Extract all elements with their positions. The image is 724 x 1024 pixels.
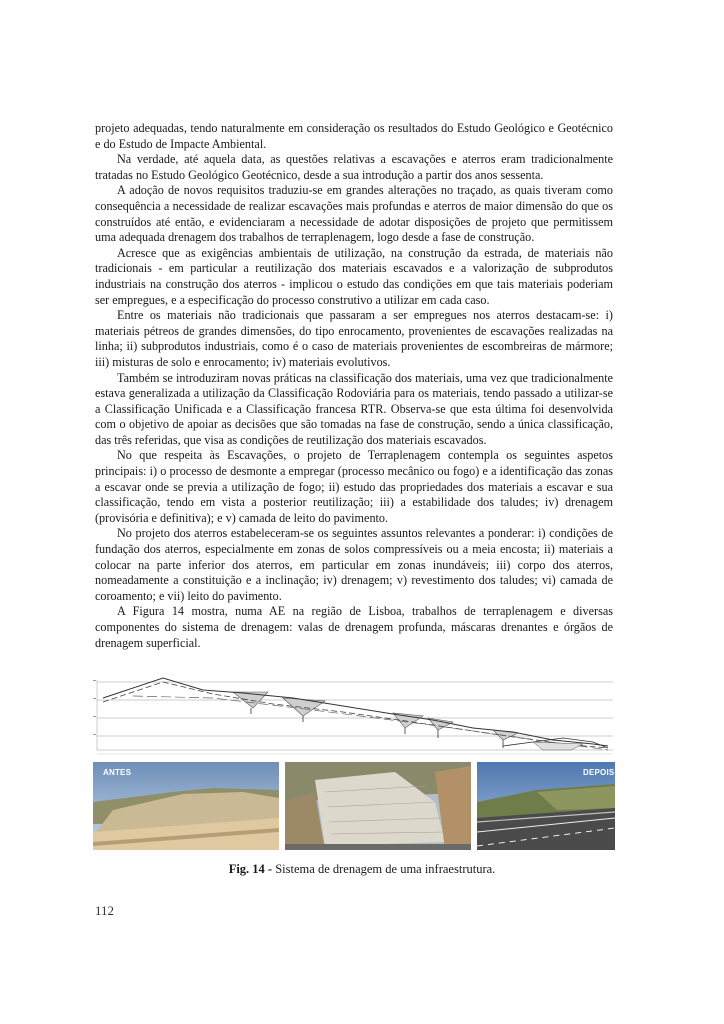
caption-prefix: Fig. 14 - [228, 862, 273, 876]
figure-14 [93, 668, 615, 852]
photo-strip [93, 762, 615, 850]
terrain-profile-drawing [93, 668, 615, 758]
photo-drainage-works [285, 762, 471, 850]
figure-caption [0, 862, 724, 877]
after-label: DEPOIS [583, 768, 615, 777]
paragraph: A adoção de novos requisitos traduziu-se em grandes alterações no traçado, as quais tiveram como consequência a necessidade de realizar escavações mais profundas e aterros de maior dimensão do que os construídos até então, e evidenciaram a necessidade de adotar disposições de projeto que permitissem uma adequada drenagem dos trabalhos de terraplenagem, logo desde a fase de construção. [95, 183, 613, 245]
paragraph: projeto adequadas, tendo naturalmente em consideração os resultados do Estudo Geológico e Geotécnico e do Estudo de Impacte Ambiental. [95, 121, 613, 151]
paragraph: Também se introduziram novas práticas na classificação dos materiais, uma vez que tradicionalmente estava generalizada a utilização da Classificação Rodoviária para os materiais, tendo passado a utilizar-se a Classificação Unificada e a Classificação francesa RTR. Observa-se que esta última foi desenvolvida com o objetivo de apoiar as decisões que são tomadas na fase de construção, sendo a única classificação, das três referidas, que visa as condições de reutilização dos materiais escavados. [95, 370, 613, 447]
paragraph: No que respeita às Escavações, o projeto de Terraplenagem contempla os seguintes aspetos principais: i) o processo de desmonte a empregar (processo mecânico ou fogo) e a identificação das zonas a escavar onde se previa a utilização de fogo; ii) estudo das propriedades dos materiais a escavar e sua classificação, tendo em vista a posterior reutilização; iii) a estabilidade dos taludes; iv) drenagem (provisória e definitiva); e v) camada de leito do pavimento. [95, 448, 613, 525]
body-text [95, 121, 613, 651]
paragraph: No projeto dos aterros estabeleceram-se os seguintes assuntos relevantes a ponderar: i) condições de fundação dos aterros, especialmente em zonas de solos compressíveis ou a meia encosta; ii) materiais a colocar na parte inferior dos aterros, em particular em zonas inundáveis; iii) corpo dos aterros, nomeadamente a constituição e a inclinação; iv) drenagem; v) revestimento dos taludes; vi) camada de coroamento; e vii) leito do pavimento. [95, 526, 613, 603]
photo-before [93, 762, 279, 850]
page-number: 112 [95, 903, 115, 918]
paragraph: Na verdade, até aquela data, as questões relativas a escavações e aterros eram tradicionalmente tratadas no Estudo Geológico Geotécnico, desde a sua introdução a partir dos anos sessenta. [95, 152, 613, 182]
paragraph: Acresce que as exigências ambientais de utilização, na construção da estrada, de materiais não tradicionais - em particular a reutilização dos materiais escavados e a valorização de subprodutos industriais na construção dos aterros - implicou o estudo das condições em que tais materiais poderiam ser empregues, e a especificação do processo construtivo a utilizar em cada caso. [95, 245, 613, 307]
photo-after [477, 762, 615, 850]
caption-text: Sistema de drenagem de uma infraestrutura. [272, 862, 496, 876]
paragraph: A Figura 14 mostra, numa AE na região de Lisboa, trabalhos de terraplenagem e diversas componentes do sistema de drenagem: valas de drenagem profunda, máscaras drenantes e órgãos de drenagem superficial. [95, 604, 613, 650]
paragraph: Entre os materiais não tradicionais que passaram a ser empregues nos aterros destacam-se: i) materiais pétreos de grandes dimensões, do tipo enrocamento, provenientes de escavações realizadas na linha; ii) subprodutos industriais, como é o caso de materiais provenientes de escombreiras de mármore; iii) misturas de solo e enrocamento; iv) materiais evolutivos. [95, 308, 613, 369]
before-label: ANTES [103, 768, 132, 777]
